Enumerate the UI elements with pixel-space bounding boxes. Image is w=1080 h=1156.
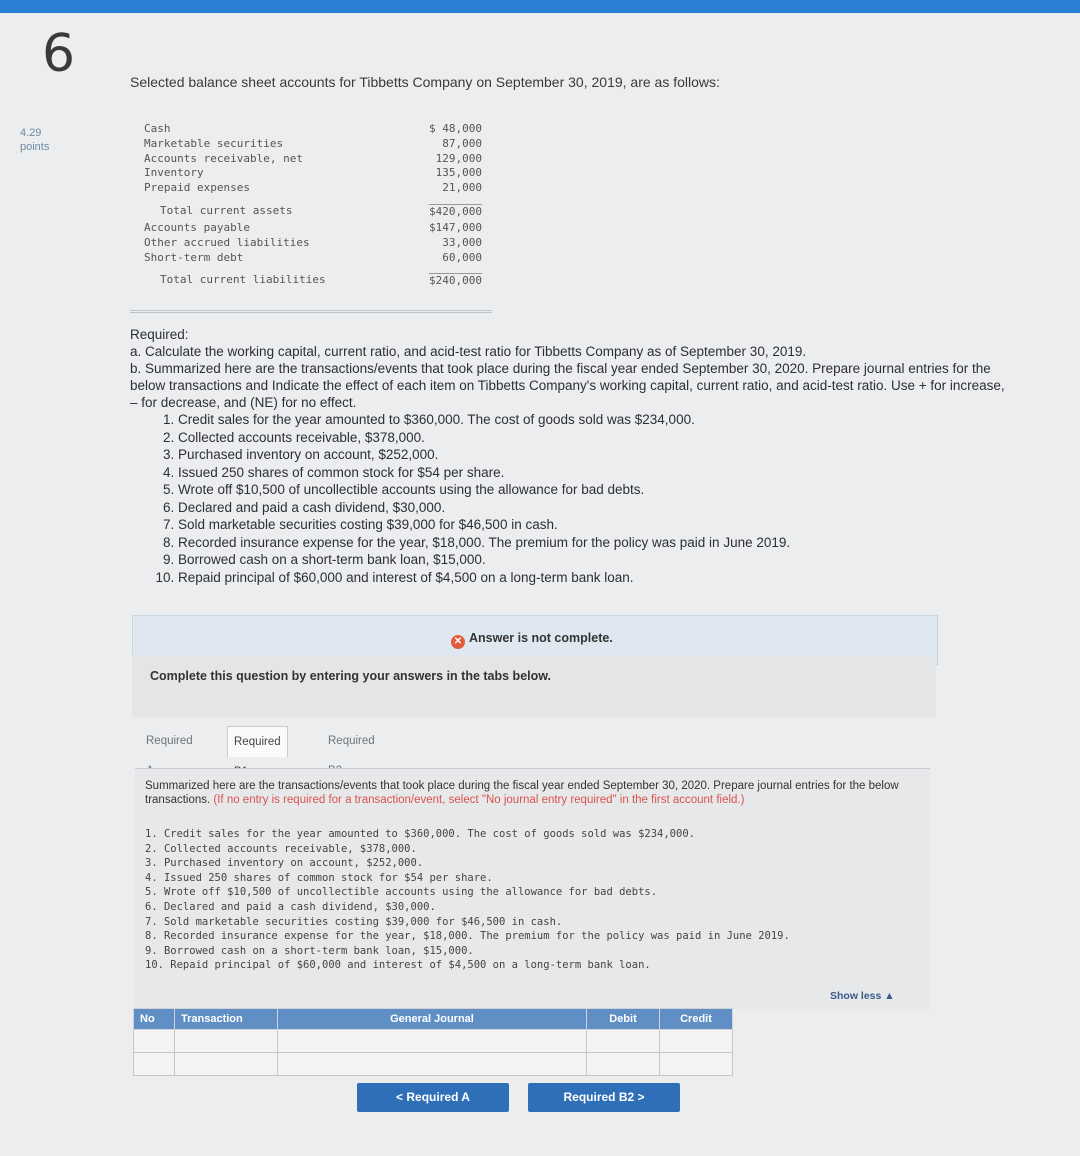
- required-item: 7. Sold marketable securities costing $39,000 for $46,500 in cash.: [178, 516, 1010, 534]
- balance-sheet-amount: $420,000: [429, 205, 482, 218]
- balance-sheet-label: Total current liabilities: [160, 273, 326, 286]
- panel-transaction-item: 4. Issued 250 shares of common stock for $54 per share.: [145, 871, 493, 884]
- journal-cell[interactable]: [278, 1030, 587, 1053]
- required-item: 10. Repaid principal of $60,000 and interest of $4,500 on a long-term bank loan.: [178, 569, 1010, 587]
- prev-required-a-button[interactable]: < Required A: [357, 1083, 509, 1112]
- x-circle-icon: ✕: [451, 635, 465, 649]
- balance-sheet-label: Short-term debt: [144, 251, 244, 264]
- next-required-b2-button[interactable]: Required B2 >: [528, 1083, 680, 1112]
- balance-sheet-row: [130, 236, 492, 250]
- panel-intro: [145, 779, 905, 807]
- balance-sheet-row: [130, 122, 492, 136]
- panel-transaction-item: 7. Sold marketable securities costing $39,000 for $46,500 in cash.: [145, 915, 563, 928]
- balance-sheet-amount: 129,000: [435, 152, 482, 165]
- balance-sheet-amount: 60,000: [442, 251, 482, 264]
- panel-transaction-item: 10. Repaid principal of $60,000 and interest of $4,500 on a long-term bank loan.: [145, 959, 651, 972]
- balance-sheet-row: [130, 152, 492, 166]
- required-item: 2. Collected accounts receivable, $378,000.: [178, 429, 1010, 447]
- instruction-text: Complete this question by entering your answers in the tabs below.: [150, 669, 551, 683]
- panel-warning-text: (If no entry is required for a transaction/event, select "No journal entry required" in the first account field.): [213, 794, 745, 806]
- balance-sheet-amount: 135,000: [435, 166, 482, 179]
- balance-sheet-amount: 21,000: [442, 181, 482, 194]
- balance-sheet-amount: 87,000: [442, 137, 482, 150]
- required-heading: Required:: [130, 327, 189, 342]
- balance-sheet-label: Marketable securities: [144, 137, 284, 150]
- required-item: 5. Wrote off $10,500 of uncollectible accounts using the allowance for bad debts.: [178, 481, 1010, 499]
- balance-sheet-amount: $147,000: [429, 221, 482, 234]
- question-number: 6: [42, 24, 76, 84]
- balance-sheet-label: Accounts payable: [144, 221, 250, 234]
- tab-required-b2[interactable]: Required: [328, 735, 375, 747]
- tab-panel: [135, 768, 930, 1009]
- col-header-transaction: Transaction: [175, 1009, 278, 1030]
- journal-cell[interactable]: [175, 1053, 278, 1076]
- journal-cell[interactable]: [175, 1030, 278, 1053]
- balance-sheet-label: Total current assets: [160, 204, 293, 217]
- panel-transaction-item: 8. Recorded insurance expense for the year, $18,000. The premium for the policy was paid in June 2019.: [145, 930, 790, 943]
- required-item: 9. Borrowed cash on a short-term bank loan, $15,000.: [178, 551, 1010, 569]
- journal-cell[interactable]: [278, 1053, 587, 1076]
- required-item: 6. Declared and paid a cash dividend, $30,000.: [178, 499, 1010, 517]
- required-item: 1. Credit sales for the year amounted to $360,000. The cost of goods sold was $234,000.: [178, 411, 1010, 429]
- answer-status-text: Answer is not complete.: [469, 631, 613, 645]
- required-a: a. Calculate the working capital, current ratio, and acid-test ratio for Tibbetts Company as of September 30, 2019.: [130, 344, 807, 359]
- balance-sheet-label: Accounts receivable, net: [144, 152, 303, 165]
- question-intro: Selected balance sheet accounts for Tibbetts Company on September 30, 2019, are as follows:: [130, 74, 720, 90]
- required-section: [130, 326, 1010, 586]
- show-less-link[interactable]: Show less ▲: [830, 990, 895, 1002]
- top-bar: [0, 0, 1080, 13]
- journal-cell[interactable]: [660, 1030, 733, 1053]
- panel-transaction-item: 5. Wrote off $10,500 of uncollectible accounts using the allowance for bad debts.: [145, 886, 658, 899]
- balance-sheet-label: Cash: [144, 122, 171, 135]
- panel-transaction-item: 2. Collected accounts receivable, $378,000.: [145, 842, 417, 855]
- points-label: 4.29 points: [20, 127, 50, 153]
- journal-cell[interactable]: [134, 1030, 175, 1053]
- balance-sheet-row: [130, 251, 492, 265]
- panel-transaction-item: 3. Purchased inventory on account, $252,000.: [145, 857, 424, 870]
- balance-sheet-table: [130, 118, 492, 313]
- required-item: 3. Purchased inventory on account, $252,000.: [178, 446, 1010, 464]
- balance-sheet-label: Prepaid expenses: [144, 181, 250, 194]
- balance-sheet-label: Inventory: [144, 166, 204, 179]
- balance-sheet-row: [130, 204, 492, 218]
- journal-cell[interactable]: [587, 1030, 660, 1053]
- required-b: b. Summarized here are the transactions/events that took place during the fiscal year ended September 30, 2020. Prepare journal entries for the below transactions and Indicate the effect of each item on Tibbetts Company's working capital, current ratio, and acid-test ratio. Use + for increase, – for decrease, and (NE) for no effect.: [130, 361, 1005, 410]
- col-header-credit: Credit: [660, 1009, 733, 1030]
- panel-transaction-item: 1. Credit sales for the year amounted to $360,000. The cost of goods sold was $234,000.: [145, 828, 695, 840]
- journal-row: [134, 1053, 733, 1076]
- tab-required-a[interactable]: Required: [146, 735, 193, 747]
- journal-cell[interactable]: [587, 1053, 660, 1076]
- panel-transaction-item: 9. Borrowed cash on a short-term bank loan, $15,000.: [145, 944, 474, 957]
- panel-transactions-list: [145, 827, 790, 973]
- journal-cell[interactable]: [134, 1053, 175, 1076]
- journal-cell[interactable]: [660, 1053, 733, 1076]
- balance-sheet-amount: 33,000: [442, 236, 482, 249]
- required-item: 4. Issued 250 shares of common stock for $54 per share.: [178, 464, 1010, 482]
- col-header-general-journal: General Journal: [278, 1009, 587, 1030]
- required-item: 8. Recorded insurance expense for the year, $18,000. The premium for the policy was paid in June 2019.: [178, 534, 1010, 552]
- required-items-list: [130, 411, 1010, 586]
- balance-sheet-amount: $240,000: [429, 274, 482, 287]
- col-header-debit: Debit: [587, 1009, 660, 1030]
- balance-sheet-row: [130, 137, 492, 151]
- balance-sheet-row: [130, 181, 492, 195]
- instruction-box: [132, 655, 936, 717]
- balance-sheet-row: [130, 273, 492, 287]
- balance-sheet-amount: $ 48,000: [429, 122, 482, 135]
- balance-sheet-row: [130, 166, 492, 180]
- balance-sheet-label: Other accrued liabilities: [144, 236, 310, 249]
- balance-sheet-row: [130, 221, 492, 235]
- col-header-no: No: [134, 1009, 175, 1030]
- panel-intro-text: Summarized here are the transactions/events that took place during the fiscal year ended September 30, 2020. Prepare journal entries for the below transactions.: [145, 780, 899, 806]
- general-journal-table: [133, 1008, 733, 1076]
- panel-transaction-item: 6. Declared and paid a cash dividend, $30,000.: [145, 900, 436, 913]
- journal-row: [134, 1030, 733, 1053]
- tab-required-b1[interactable]: Required: [227, 726, 288, 757]
